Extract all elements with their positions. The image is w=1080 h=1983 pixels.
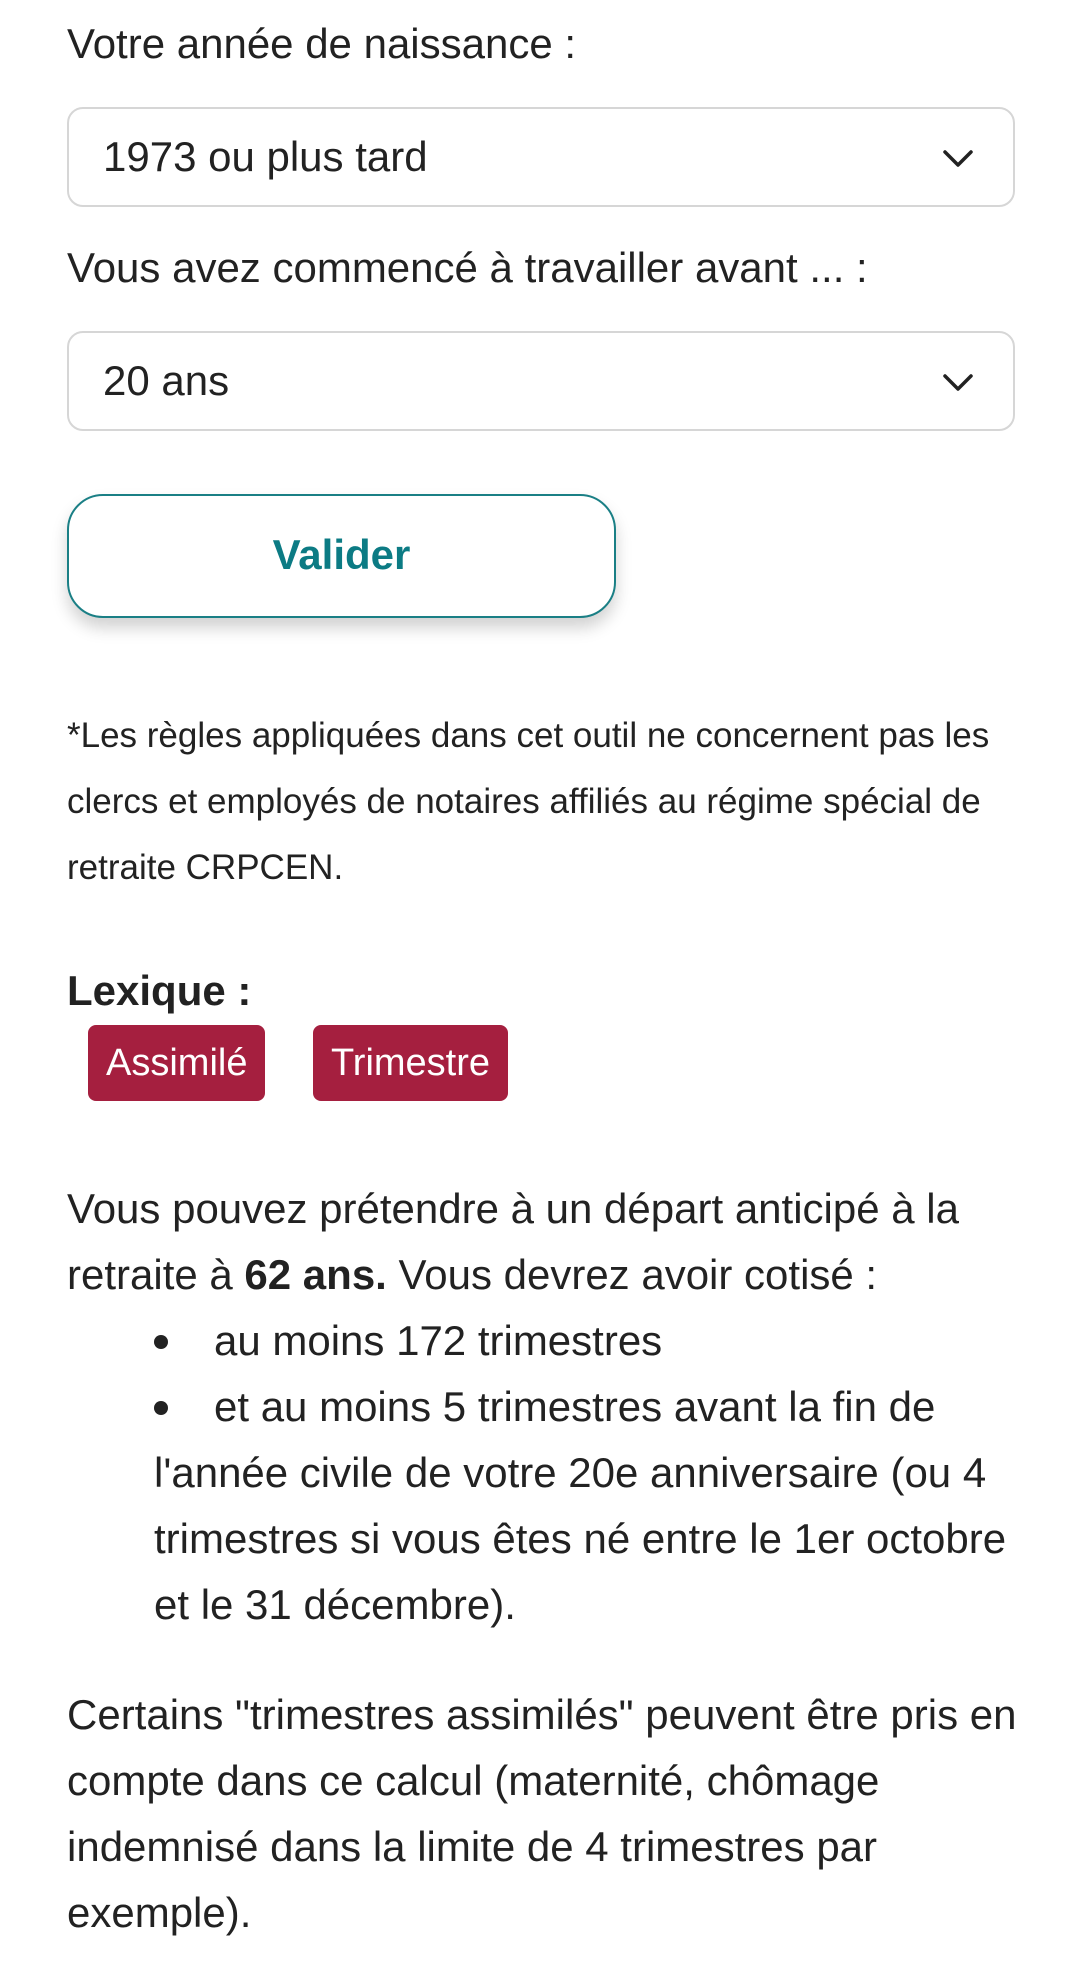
- lexique-tag-trimestre[interactable]: Trimestre: [313, 1025, 508, 1101]
- lexique-tag-assimile[interactable]: Assimilé: [88, 1025, 265, 1101]
- start-age-select[interactable]: [67, 331, 1015, 431]
- assimilated-quarters-note: Certains "trimestres assimilés" peuvent être pris en compte dans ce calcul (maternité, chômage indemnisé dans la limite de 4 trimestres par exemple).: [67, 1691, 1017, 1936]
- start-age-selected-value: 20 ans: [103, 357, 230, 404]
- validate-button[interactable]: Valider: [67, 494, 616, 618]
- bullet-icon: [154, 1335, 168, 1349]
- birth-year-selected-value: 1973 ou plus tard: [103, 133, 428, 180]
- result-intro-start: Vous pouvez prétendre à un départ anticipé à la retraite à: [67, 1185, 959, 1298]
- list-item: [154, 1374, 1019, 1638]
- result-intro: [67, 1176, 1017, 1308]
- start-age-label: Vous avez commencé à travailler avant ... :: [67, 244, 868, 291]
- birth-year-label: Votre année de naissance :: [67, 20, 577, 67]
- condition-text: au moins 172 trimestres: [214, 1317, 663, 1364]
- chevron-down-icon: [941, 141, 975, 175]
- lexique-title: Lexique :: [67, 967, 252, 1014]
- birth-year-select[interactable]: [67, 107, 1015, 207]
- condition-text: et au moins 5 trimestres avant la fin de l'année civile de votre 20e anniversaire (ou 4 trimestres si vous êtes né entre le 1er octobre et le 31 décembre).: [154, 1383, 1007, 1628]
- chevron-down-icon: [941, 365, 975, 399]
- list-item: [154, 1308, 1019, 1374]
- result-conditions-list: [154, 1308, 1019, 1638]
- result-age: 62 ans.: [244, 1251, 387, 1298]
- result-intro-end: Vous devrez avoir cotisé :: [386, 1251, 878, 1298]
- disclaimer-note: *Les règles appliquées dans cet outil ne concernent pas les clercs et employés de notaires affiliés au régime spécial de retraite CRPCEN.: [67, 716, 990, 887]
- bullet-icon: [154, 1401, 168, 1415]
